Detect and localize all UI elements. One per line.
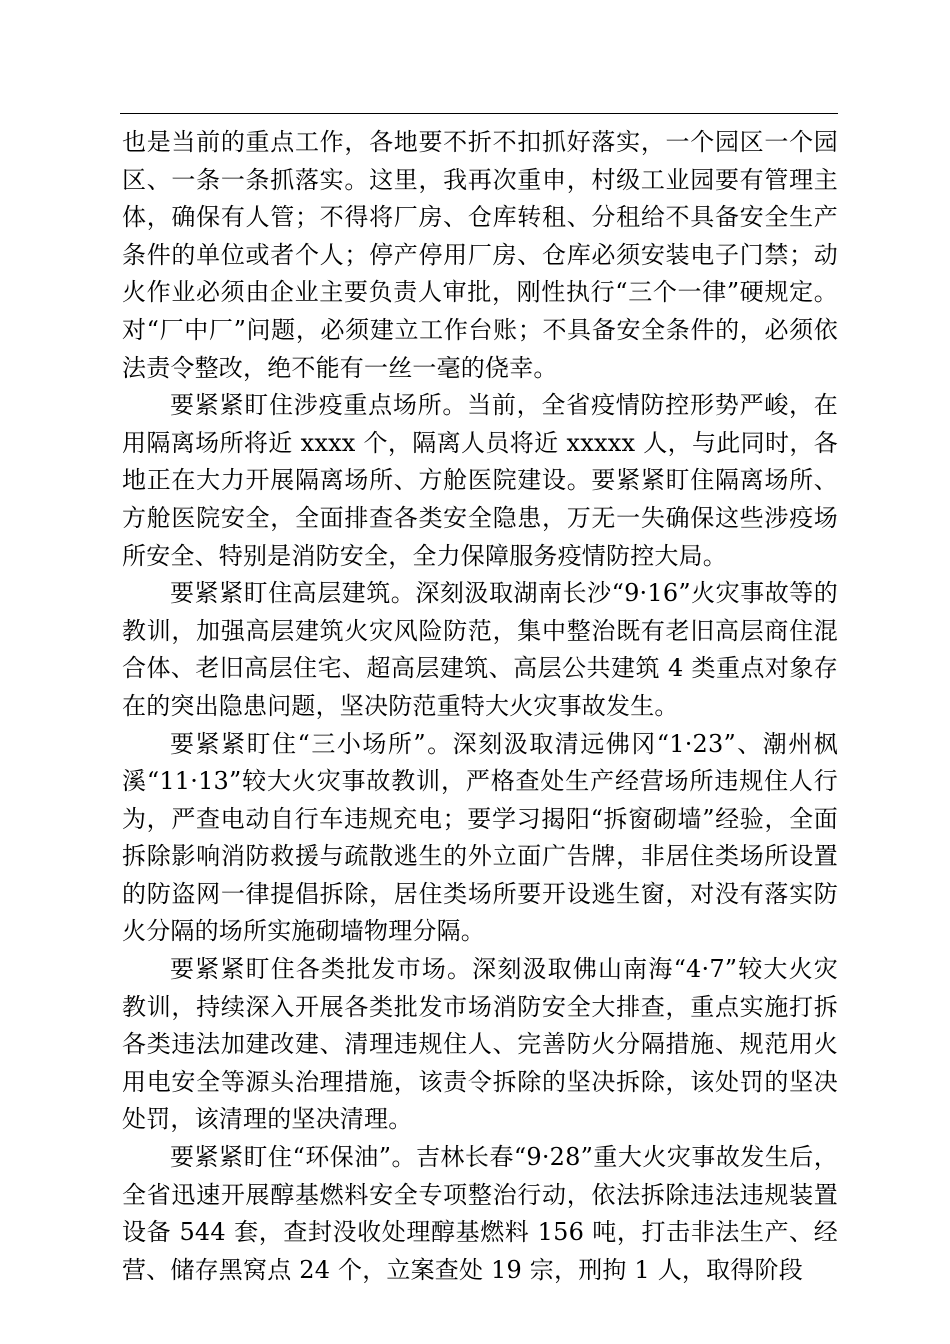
paragraph-high-rise-buildings: 要紧紧盯住高层建筑。深刻汲取湖南长沙“9·16”火灾事故等的教训，加强高层建筑火灾风险防范，集中整治既有老旧高层商住混合体、老旧高层住宅、超高层建筑、高层公共建筑 4 类重点对象存在的突出隐患问题，坚决防范重特大火灾事故发生。 (122, 579, 838, 720)
header-rule (120, 113, 838, 114)
paragraph-small-venues: 要紧紧盯住“三小场所”。深刻汲取清远佛冈“1·23”、潮州枫溪“11·13”较大火灾事故教训，严格查处生产经营场所违规住人行为，严查电动自行车违规充电；要学习揭阳“拆窗砌墙”经验，全面拆除影响消防救援与疏散逃生的外立面广告牌，非居住类场所设置的防盗网一律提倡拆除，居住类场所要开设逃生窗，对没有落实防火分隔的场所实施砌墙物理分隔。 (122, 729, 838, 946)
paragraph-eco-fuel: 要紧紧盯住“环保油”。吉林长春“9·28”重大火灾事故发生后，全省迅速开展醇基燃料安全专项整治行动，依法拆除违法违规装置设备 544 套，查封没收处理醇基燃料 156 吨，打击非法生产、经营、储存黑窝点 24 个，立案查处 19 宗，刑拘 1 人，取得阶段 (122, 1143, 838, 1284)
paragraph-factory-parks: 也是当前的重点工作，各地要不折不扣抓好落实，一个园区一个园区、一条一条抓落实。这里，我再次重申，村级工业园要有管理主体，确保有人管；不得将厂房、仓库转租、分租给不具备安全生产条件的单位或者个人；停产停用厂房、仓库必须安装电子门禁；动火作业必须由企业主要负责人审批，刚性执行“三个一律”硬规定。对“厂中厂”问题，必须建立工作台账；不具备安全条件的，必须依法责令整改，绝不能有一丝一毫的侥幸。 (122, 128, 838, 382)
paragraph-wholesale-markets: 要紧紧盯住各类批发市场。深刻汲取佛山南海“4·7”较大火灾教训，持续深入开展各类批发市场消防安全大排查，重点实施打拆各类违法加建改建、清理违规住人、完善防火分隔措施、规范用火用电安全等源头治理措施，该责令拆除的坚决拆除，该处罚的坚决处罚，该清理的坚决清理。 (122, 955, 838, 1134)
document-body (122, 124, 838, 1289)
paragraph-epidemic-sites: 要紧紧盯住涉疫重点场所。当前，全省疫情防控形势严峻，在用隔离场所将近 xxxx 个，隔离人员将近 xxxxx 人，与此同时，各地正在大力开展隔离场所、方舱医院建设。要紧紧盯住隔离场所、方舱医院安全，全面排查各类安全隐患，万无一失确保这些涉疫场所安全、特别是消防安全，全力保障服务疫情防控大局。 (122, 391, 838, 570)
